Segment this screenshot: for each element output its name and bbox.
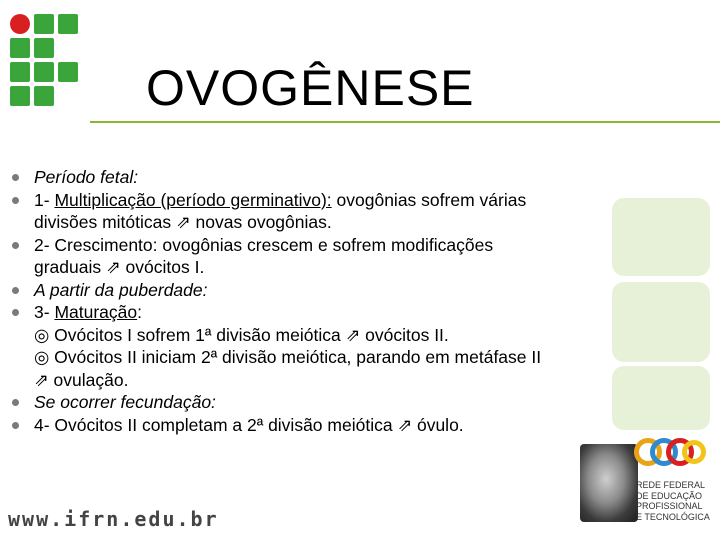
logo-square [10,38,30,58]
item-text: graduais [34,257,106,277]
logo-square [34,14,54,34]
item-text: 1- [34,189,55,210]
item-text: 2- Crescimento: ovogônias crescem e sofrem modificações [34,234,494,255]
arrow-icon: ⇗ [345,324,361,345]
footer-url[interactable]: www.ifrn.edu.br [8,507,219,531]
logo-square [58,14,78,34]
sub-bullet-icon: ◎ [34,324,50,345]
rede-logo-line: E TECNOLÓGICA [636,511,710,522]
logo-ring [682,440,706,464]
item-text: divisões mitóticas [34,212,176,232]
rede-logo-text [636,480,714,522]
item-text: ovulação. [48,369,129,390]
logo-square [58,62,78,82]
slide-title: OVOGÊNESE [146,60,475,116]
list-item [10,391,650,414]
bullet-icon [12,174,19,181]
sub-item [10,324,650,347]
logo-square [34,86,54,106]
sub-bullet-icon: ◎ [34,347,50,367]
rede-logo-line: REDE FEDERAL [636,480,706,490]
period-label: Período fetal: [34,167,139,187]
item-text-underlined: Maturação [54,302,138,322]
bullet-icon [12,309,19,316]
arrow-icon: ⇗ [34,369,49,390]
item-text: novas ovogônias. [190,212,332,232]
item-text: Ovócitos II iniciam 2ª divisão meiótica, parando em metáfase II [49,347,542,367]
item-text: ovócitos I. [120,257,205,277]
bullet-icon [12,422,19,429]
logo-square [34,62,54,82]
list-item [10,301,650,324]
period-label: Se ocorrer fecundação: [34,392,216,412]
bullet-icon [12,399,19,406]
item-text: óvulo. [412,414,464,435]
list-item [10,166,650,189]
list-item [10,189,650,234]
arrow-icon: ⇗ [176,212,191,232]
title-divider [90,121,720,123]
logo-square [34,38,54,58]
arrow-icon: ⇗ [106,257,121,277]
item-text: 4- Ovócitos II completam a 2ª divisão meiótica [34,414,398,435]
rede-logo-line: PROFISSIONAL [636,501,703,511]
item-text-underlined: Multiplicação (período germinativo): [54,189,332,210]
rede-logo-line: DE EDUCAÇÃO [636,490,703,501]
list-item [10,414,650,437]
item-text: 3- [34,302,55,322]
item-text: ovócitos II. [360,324,449,345]
rede-federal-logo [634,436,714,528]
item-text: Ovócitos I sofrem 1ª divisão meiótica [49,324,346,345]
bullet-icon [12,287,19,294]
ifrn-logo [10,14,82,110]
bullet-icon [12,242,19,249]
item-text: ovogônias sofrem várias [331,189,527,210]
item-text: : [137,302,142,322]
list-item [10,279,650,302]
logo-square [10,62,30,82]
list-item [10,234,650,279]
arrow-icon: ⇗ [397,414,413,435]
embryo-image [580,444,638,522]
slide-body [10,166,650,436]
period-label: A partir da puberdade: [34,279,208,300]
logo-red-dot [10,14,30,34]
logo-square [10,86,30,106]
sub-item [10,346,650,391]
bullet-icon [12,197,19,204]
